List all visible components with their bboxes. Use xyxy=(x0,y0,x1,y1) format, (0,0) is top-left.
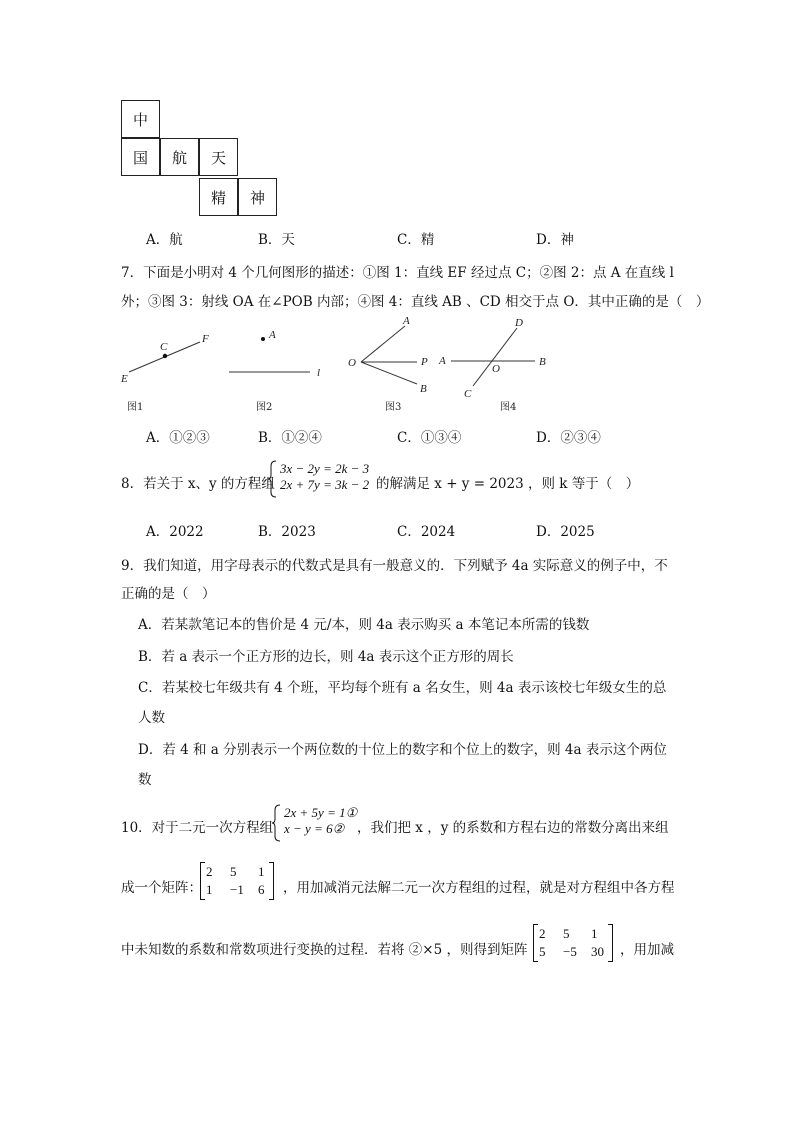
q6-option-a[interactable]: A．航 xyxy=(146,232,183,248)
matrix-1 xyxy=(200,862,274,900)
net-cell: 天 xyxy=(199,138,238,176)
q9-option-c-line1[interactable]: C．若某校七年级共有 4 个班，平均每个班有 a 名女生，则 4a 表示该校七年级女生的总 xyxy=(138,680,667,696)
matrix-1-cell: −1 xyxy=(230,882,244,897)
matrix-1-cell: 5 xyxy=(230,864,237,879)
q10-line2-suffix: ，用加减消元法解二元一次方程组的过程，就是对方程组中各方程 xyxy=(283,880,675,896)
fig2-point-a xyxy=(261,337,265,341)
fig3-ray-ob xyxy=(361,362,417,384)
q8-prefix: 8．若关于 x、y 的方程组 xyxy=(121,476,275,492)
q8-option-a[interactable]: A．2022 xyxy=(146,524,204,540)
fig1-caption: 图1 xyxy=(127,402,144,413)
fig1-label-e: E xyxy=(121,373,128,385)
brace-icon xyxy=(272,804,282,842)
matrix-2-cell: 2 xyxy=(539,926,546,941)
matrix-1-cell: 1 xyxy=(258,864,265,879)
q6-option-d[interactable]: D．神 xyxy=(536,232,574,248)
matrix-2 xyxy=(533,924,613,962)
q8-eq2: 2x + 7y = 3k − 2 xyxy=(280,477,370,492)
matrix-2-cell: 1 xyxy=(591,926,598,941)
matrix-1-cell: 2 xyxy=(206,864,213,879)
q8-option-c[interactable]: C．2024 xyxy=(397,524,456,540)
q9-text-line2: 正确的是（ ） xyxy=(121,586,216,602)
q8-suffix: 的解满足 x + y = 2023 ，则 k 等于（ ） xyxy=(376,476,640,492)
q9-option-d-line2: 数 xyxy=(138,772,152,788)
matrix-2-cell: 30 xyxy=(591,944,604,959)
q9-option-a[interactable]: A．若某款笔记本的售价是 4 元/本，则 4a 表示购买 a 本笔记本所需的钱数 xyxy=(138,617,590,633)
net-cell: 神 xyxy=(238,178,277,216)
bracket-right xyxy=(269,862,274,900)
q9-option-c-line2: 人数 xyxy=(138,710,165,726)
q6-option-c[interactable]: C．精 xyxy=(397,232,435,248)
q9-option-d-line1[interactable]: D．若 4 和 a 分别表示一个两位数的十位上的数字和个位上的数字，则 4a 表示这个两位 xyxy=(138,742,667,758)
q10-line3-prefix: 中未知数的系数和常数项进行变换的过程．若将 ②×5 ，则得到矩阵 xyxy=(121,942,528,958)
fig4-label-c: C xyxy=(464,388,472,400)
net-cell: 精 xyxy=(199,178,238,216)
fig3-caption: 图3 xyxy=(385,402,402,413)
fig4-label-b: B xyxy=(539,356,546,368)
fig4-line-cd xyxy=(473,328,517,386)
q7-text-line1: 7．下面是小明对 4 个几何图形的描述：①图 1：直线 EF 经过点 C；②图 2：点 A 在直线 l xyxy=(121,265,674,281)
fig1-point-c xyxy=(163,354,167,358)
net-cell: 航 xyxy=(160,138,199,176)
fig4-caption: 图4 xyxy=(500,402,517,413)
fig2-caption: 图2 xyxy=(256,402,273,413)
fig3-ray-oa xyxy=(361,326,405,362)
q7-option-b[interactable]: B．①②④ xyxy=(258,430,322,446)
matrix-2-cell: −5 xyxy=(563,944,577,959)
fig3-label-o: O xyxy=(348,357,356,369)
q10-prefix: 10．对于二元一次方程组 xyxy=(121,820,274,836)
fig3-label-p: P xyxy=(421,356,428,368)
fig3-label-a: A xyxy=(403,315,410,327)
matrix-2-cell: 5 xyxy=(539,944,546,959)
fig1-label-c: C xyxy=(160,341,168,353)
q10-line3-suffix: ，用加减 xyxy=(620,942,674,958)
q7-figures xyxy=(115,312,565,422)
q7-option-c[interactable]: C．①③④ xyxy=(397,430,462,446)
fig2-label-l: l xyxy=(317,367,321,379)
matrix-2-cell: 5 xyxy=(563,926,570,941)
bracket-left xyxy=(533,924,538,962)
net-cell: 中 xyxy=(121,100,160,138)
fig2-label-a: A xyxy=(269,329,276,341)
fig3-label-b: B xyxy=(420,383,427,395)
q10-suffix: ，我们把 x ，y 的系数和方程右边的常数分离出来组 xyxy=(357,820,669,836)
matrix-1-cell: 1 xyxy=(206,882,213,897)
q7-option-a[interactable]: A．①②③ xyxy=(146,430,210,446)
q10-line2-prefix: 成一个矩阵： xyxy=(121,880,202,896)
fig4-label-a: A xyxy=(439,355,446,367)
fig4-label-d: D xyxy=(515,317,523,329)
q9-option-b[interactable]: B．若 a 表示一个正方形的边长，则 4a 表示这个正方形的周长 xyxy=(138,649,514,665)
q7-text-line2: 外；③图 3：射线 OA 在∠POB 内部；④图 4：直线 AB 、CD 相交于点 O．其中正确的是（ ） xyxy=(121,294,710,310)
q6-option-b[interactable]: B．天 xyxy=(258,232,295,248)
bracket-right xyxy=(608,924,613,962)
matrix-1-cell: 6 xyxy=(258,882,265,897)
q7-option-d[interactable]: D．②③④ xyxy=(536,430,601,446)
q10-eq1: 2x + 5y = 1① xyxy=(284,805,358,820)
q10-eq2: x − y = 6② xyxy=(284,821,345,836)
q9-text-line1: 9．我们知道，用字母表示的代数式是具有一般意义的．下列赋予 4a 实际意义的例子中，不 xyxy=(121,558,668,574)
bracket-left xyxy=(200,862,205,900)
fig1-label-f: F xyxy=(202,333,209,345)
fig4-label-o: O xyxy=(492,363,500,375)
net-cell: 国 xyxy=(121,138,160,176)
brace-icon xyxy=(268,460,278,498)
q8-eq1: 3x − 2y = 2k − 3 xyxy=(280,461,370,476)
q8-option-d[interactable]: D．2025 xyxy=(536,524,595,540)
q8-option-b[interactable]: B．2023 xyxy=(258,524,316,540)
